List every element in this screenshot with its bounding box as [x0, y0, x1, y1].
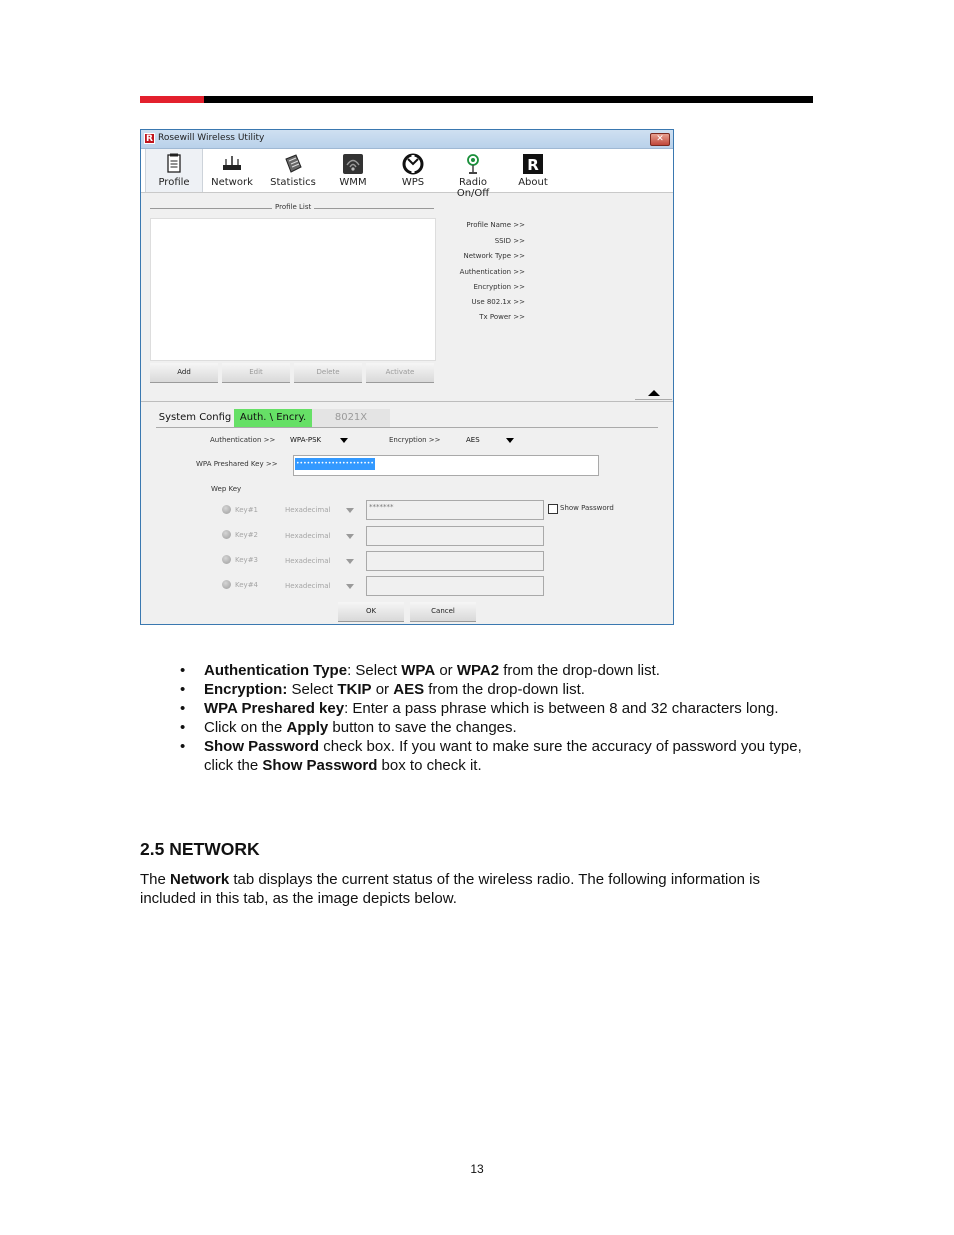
encryption-select[interactable]: AES: [466, 436, 480, 444]
encryption-label: Encryption >>: [389, 436, 441, 444]
key3-input[interactable]: [366, 551, 544, 571]
bullet-4-text-1: Click on the: [204, 719, 287, 736]
info-tx-power-label: Tx Power >>: [479, 313, 525, 321]
key4-label: Key#4: [235, 581, 259, 589]
section-paragraph: [140, 870, 820, 908]
network-icon: [221, 153, 243, 175]
profile-list-label: Profile List: [272, 203, 314, 211]
toolbar-wmm-button[interactable]: [325, 149, 381, 192]
bullet-apply: [180, 718, 820, 737]
toolbar-about-label: About: [518, 177, 548, 188]
bullet-dot: •: [180, 700, 186, 717]
authentication-label: Authentication >>: [210, 436, 276, 444]
show-password-checkbox[interactable]: [548, 504, 558, 514]
tab-auth-encry[interactable]: Auth. \ Encry.: [234, 409, 312, 427]
key4-radio[interactable]: [222, 580, 231, 589]
bullet-4-text-2: button to save the changes.: [328, 719, 517, 736]
ok-button[interactable]: OK: [338, 602, 404, 622]
tab-system-config[interactable]: System Config: [156, 409, 234, 427]
wmm-icon: [342, 153, 364, 175]
bullet-4-bold-1: Apply: [286, 719, 329, 736]
key2-input[interactable]: [366, 526, 544, 546]
wpa-key-input[interactable]: [293, 455, 599, 476]
bullet-2-bold-3: AES: [393, 681, 425, 698]
bullet-encryption: [180, 680, 820, 699]
bullet-dot: •: [180, 719, 186, 736]
info-8021x-label: Use 802.1x >>: [471, 298, 525, 306]
key2-format-select[interactable]: Hexadecimal: [285, 532, 331, 540]
collapse-button[interactable]: [635, 389, 672, 400]
para-text-1: The: [140, 871, 171, 888]
activate-button[interactable]: Activate: [366, 363, 434, 383]
toolbar-statistics-label: Statistics: [270, 177, 316, 188]
info-authentication-label: Authentication >>: [459, 268, 525, 276]
para-text-2: tab displays the current status of the wireless radio. The following information is included in this tab, as the image depicts below.: [140, 871, 761, 907]
bullet-2-text-1: Select: [287, 681, 338, 698]
bullet-dot: •: [180, 738, 186, 755]
toolbar-wps-label: WPS: [401, 177, 425, 188]
key4-input[interactable]: [366, 576, 544, 596]
radio-icon: [462, 153, 484, 175]
info-profile-name-label: Profile Name >>: [466, 221, 525, 229]
bullet-1-bold-2: WPA: [401, 662, 436, 679]
bullet-1-text-1: : Select: [347, 662, 402, 679]
collapse-arrow-icon: [648, 390, 660, 396]
instruction-bullet-list: [180, 661, 820, 775]
authentication-dropdown-icon[interactable]: [340, 438, 348, 443]
authentication-select[interactable]: WPA-PSK: [290, 436, 322, 444]
toolbar-statistics-button[interactable]: [265, 149, 321, 192]
key2-dropdown-icon[interactable]: [346, 534, 354, 539]
tab-8021x[interactable]: 8021X: [312, 409, 390, 427]
bullet-wpa-preshared-key: [180, 699, 820, 718]
edit-button[interactable]: Edit: [222, 363, 290, 383]
bullet-3-text-1: : Enter a pass phrase which is between 8 and 32 characters long.: [344, 700, 779, 717]
key1-label: Key#1: [235, 506, 259, 514]
key4-format-select[interactable]: Hexadecimal: [285, 582, 331, 590]
bullet-2-bold-1: Encryption:: [204, 681, 288, 698]
key3-radio[interactable]: [222, 555, 231, 564]
profile-list-box[interactable]: [150, 218, 436, 361]
bullet-5-bold-2: Show Password: [262, 757, 378, 774]
toolbar-network-button[interactable]: [204, 149, 260, 192]
header-rule-accent: [140, 96, 204, 103]
info-ssid-label: SSID >>: [494, 237, 525, 245]
wps-icon: [402, 153, 424, 175]
svg-text:R: R: [527, 156, 539, 174]
window-titlebar[interactable]: [141, 130, 673, 149]
key3-dropdown-icon[interactable]: [346, 559, 354, 564]
toolbar-profile-label: Profile: [158, 177, 190, 188]
header-rule: [140, 96, 813, 103]
bullet-5-text-2: box to check it.: [377, 757, 482, 774]
tab-underline: [156, 427, 658, 428]
key1-radio[interactable]: [222, 505, 231, 514]
toolbar-wps-button[interactable]: [385, 149, 441, 192]
key1-dropdown-icon[interactable]: [346, 508, 354, 513]
bullet-2-text-3: from the drop-down list.: [424, 681, 585, 698]
add-button[interactable]: Add: [150, 363, 218, 383]
panel-divider: [141, 401, 673, 402]
toolbar-radio-button[interactable]: [445, 149, 501, 199]
section-heading: 2.5 NETWORK: [140, 839, 260, 859]
bullet-authentication-type: [180, 661, 820, 680]
about-icon: [522, 153, 544, 175]
key1-value: *******: [369, 503, 394, 511]
key3-format-select[interactable]: Hexadecimal: [285, 557, 331, 565]
key2-label: Key#2: [235, 531, 259, 539]
bullet-3-bold-1: WPA Preshared key: [204, 700, 345, 717]
toolbar-profile-button[interactable]: [145, 149, 203, 192]
toolbar-wmm-label: WMM: [339, 177, 367, 188]
main-toolbar: [141, 149, 673, 199]
profile-icon: [163, 153, 185, 175]
app-logo-icon: R: [144, 133, 155, 144]
statistics-icon: [282, 153, 304, 175]
toolbar-about-button[interactable]: [505, 149, 561, 192]
bullet-1-bold-1: Authentication Type: [204, 662, 348, 679]
encryption-dropdown-icon[interactable]: [506, 438, 514, 443]
toolbar-network-label: Network: [211, 177, 253, 188]
bullet-2-text-2: or: [371, 681, 394, 698]
key2-radio[interactable]: [222, 530, 231, 539]
close-button[interactable]: ✕: [650, 133, 670, 146]
window-title: Rosewill Wireless Utility: [158, 133, 265, 143]
key4-dropdown-icon[interactable]: [346, 584, 354, 589]
show-password-label: Show Password: [560, 504, 614, 512]
cancel-button[interactable]: Cancel: [410, 602, 476, 622]
delete-button[interactable]: Delete: [294, 363, 362, 383]
bullet-show-password: [180, 737, 820, 775]
wep-key-label: Wep Key: [211, 485, 242, 493]
para-bold-1: Network: [170, 871, 230, 888]
bullet-1-bold-3: WPA2: [456, 662, 500, 679]
key1-format-select[interactable]: Hexadecimal: [285, 506, 331, 514]
bullet-dot: •: [180, 681, 186, 698]
bullet-dot: •: [180, 662, 186, 679]
wpa-key-value: ••••••••••••••••••••••: [295, 458, 375, 470]
bullet-2-bold-2: TKIP: [337, 681, 372, 698]
app-window-screenshot: [140, 129, 674, 625]
wpa-key-label: WPA Preshared Key >>: [196, 460, 278, 468]
key3-label: Key#3: [235, 556, 259, 564]
info-encryption-label: Encryption >>: [473, 283, 525, 291]
toolbar-radio-label: Radio On/Off: [456, 177, 490, 199]
bullet-1-text-3: from the drop-down list.: [499, 662, 660, 679]
info-network-type-label: Network Type >>: [463, 252, 525, 260]
bullet-1-text-2: or: [435, 662, 457, 679]
bullet-5-bold-1: Show Password: [204, 738, 320, 755]
key1-input[interactable]: [366, 500, 544, 520]
bullet-5-text-1: check box. If you want to make sure the accuracy of password you type, click the: [204, 738, 802, 774]
page-number: 13: [470, 1162, 484, 1176]
